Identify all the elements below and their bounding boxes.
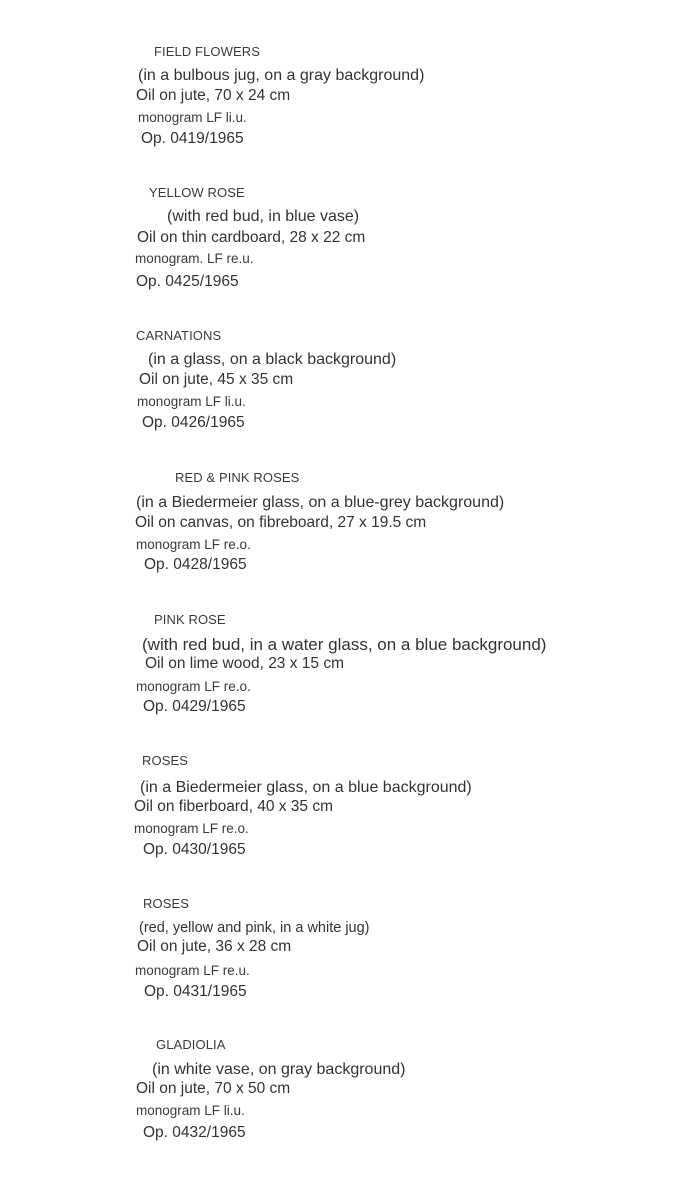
artwork-signature: monogram LF re.u. — [135, 963, 250, 978]
catalog-entry — [0, 1038, 675, 1168]
artwork-description: (with red bud, in blue vase) — [167, 208, 360, 225]
artwork-description: (in a Biedermeier glass, on a blue background) — [140, 779, 472, 796]
artwork-title: YELLOW ROSE — [149, 185, 245, 200]
artwork-title: ROSES — [142, 753, 189, 768]
artwork-signature: monogram LF li.u. — [137, 394, 246, 409]
artwork-medium-dimensions: Oil on fiberboard, 40 x 35 cm — [134, 798, 334, 815]
artwork-description: (in a Biedermeier glass, on a blue-grey background) — [136, 494, 505, 511]
artwork-description: (in white vase, on gray background) — [152, 1061, 406, 1078]
artwork-medium-dimensions: Oil on jute, 70 x 50 cm — [136, 1080, 291, 1097]
artwork-signature: monogram. LF re.u. — [135, 251, 254, 266]
artwork-title: PINK ROSE — [154, 612, 226, 627]
artwork-opus-number: Op. 0429/1965 — [143, 698, 246, 715]
artwork-opus-number: Op. 0430/1965 — [143, 841, 246, 858]
artwork-opus-number: Op. 0428/1965 — [144, 556, 247, 573]
artwork-signature: monogram LF li.u. — [136, 1103, 245, 1118]
catalog-entry — [0, 896, 675, 1026]
artwork-medium-dimensions: Oil on canvas, on fibreboard, 27 x 19.5 cm — [135, 514, 427, 531]
artwork-signature: monogram LF li.u. — [138, 110, 247, 125]
artwork-opus-number: Op. 0426/1965 — [142, 414, 245, 431]
artwork-medium-dimensions: Oil on jute, 36 x 28 cm — [137, 938, 292, 955]
catalog-entry — [0, 186, 675, 316]
artwork-opus-number: Op. 0432/1965 — [143, 1124, 246, 1141]
artwork-medium-dimensions: Oil on jute, 70 x 24 cm — [136, 87, 291, 104]
catalog-entry — [0, 44, 675, 174]
artwork-description: (with red bud, in a water glass, on a blue background) — [142, 635, 547, 654]
artwork-title: FIELD FLOWERS — [154, 44, 261, 59]
catalog-entry — [0, 328, 675, 458]
artwork-signature: monogram LF re.o. — [136, 537, 251, 552]
artwork-signature: monogram LF re.o. — [136, 679, 251, 694]
artwork-description: (in a bulbous jug, on a gray background) — [138, 67, 425, 84]
artwork-signature: monogram LF re.o. — [134, 821, 249, 836]
catalog-entry — [0, 754, 675, 884]
artwork-medium-dimensions: Oil on lime wood, 23 x 15 cm — [145, 655, 345, 672]
artwork-opus-number: Op. 0431/1965 — [144, 983, 247, 1000]
catalog-entry — [0, 612, 675, 742]
artwork-medium-dimensions: Oil on jute, 45 x 35 cm — [139, 371, 294, 388]
artwork-opus-number: Op. 0425/1965 — [136, 273, 239, 290]
artwork-description: (red, yellow and pink, in a white jug) — [139, 920, 370, 936]
artwork-title: GLADIOLIA — [156, 1037, 226, 1052]
catalog-entry — [0, 470, 675, 600]
artwork-description: (in a glass, on a black background) — [148, 351, 397, 368]
artwork-opus-number: Op. 0419/1965 — [141, 130, 244, 147]
artwork-title: RED & PINK ROSES — [175, 470, 300, 485]
artwork-title: CARNATIONS — [136, 328, 222, 343]
artwork-medium-dimensions: Oil on thin cardboard, 28 x 22 cm — [137, 229, 366, 246]
artwork-title: ROSES — [143, 896, 190, 911]
